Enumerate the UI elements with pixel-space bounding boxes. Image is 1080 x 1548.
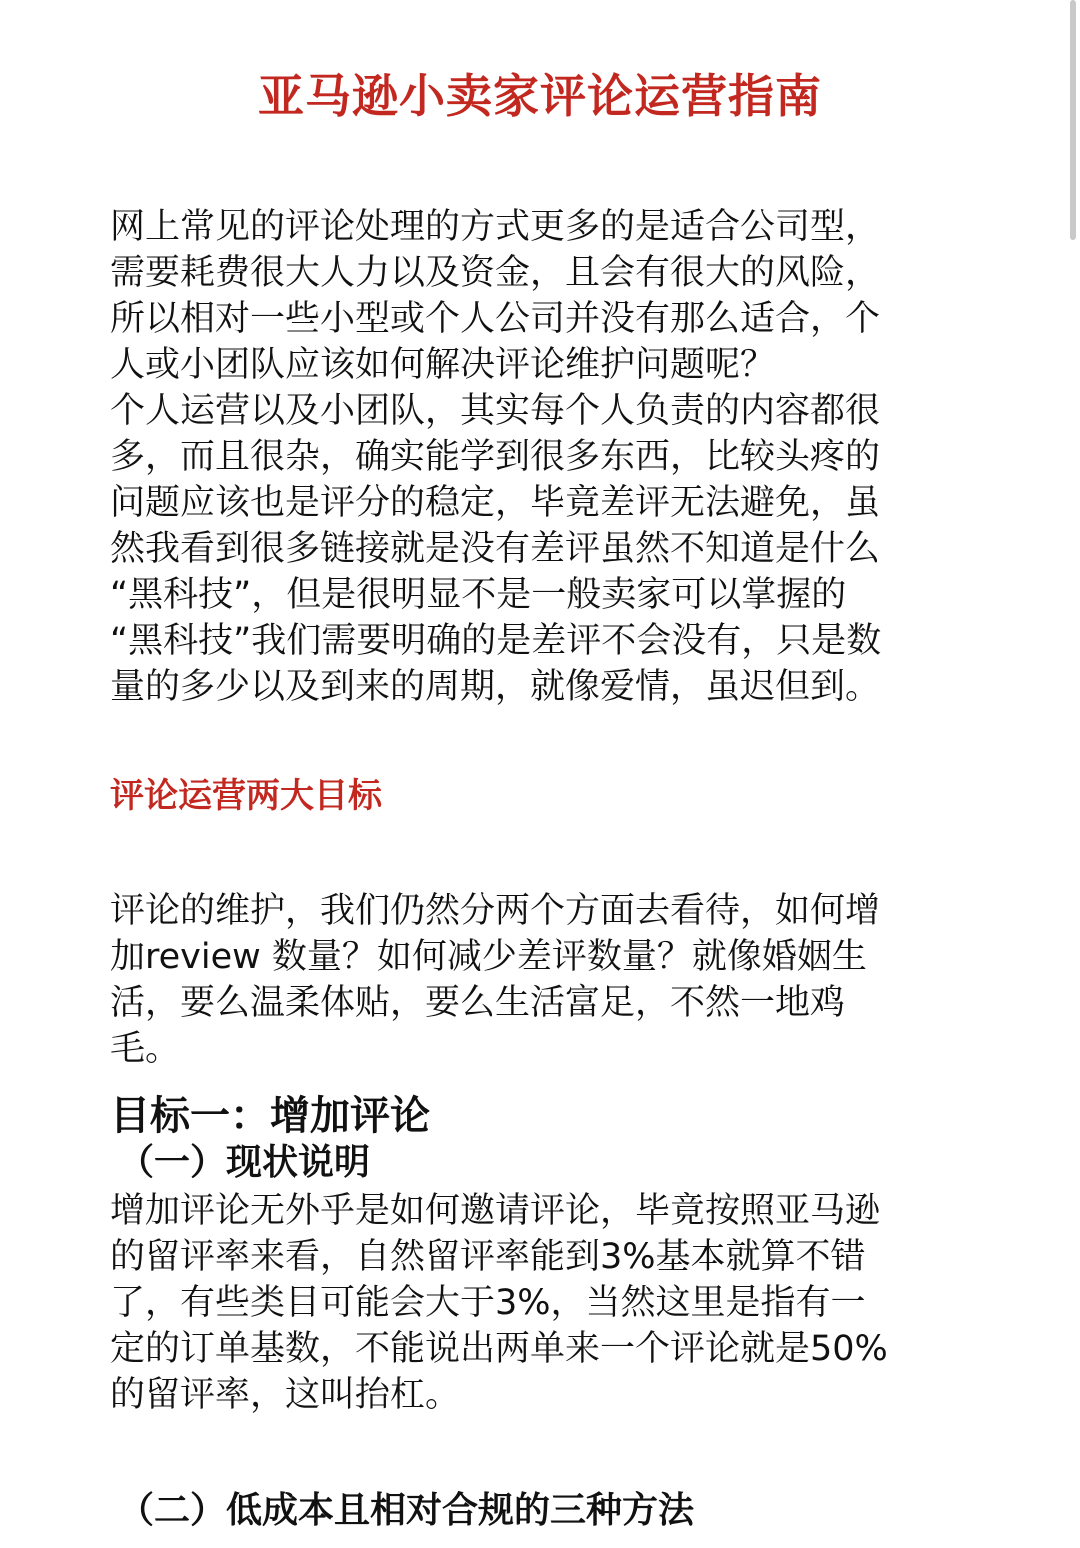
- subsection-one-line: 的留评率，这叫抬杠。: [110, 1375, 461, 1415]
- subsection-one-paragraph: [110, 1188, 960, 1418]
- subsection-one-line: 增加评论无外乎是如何邀请评论，毕竟按照亚马逊: [110, 1191, 881, 1231]
- subsection-two-heading: （二）低成本且相对合规的三种方法: [118, 1490, 695, 1531]
- subsection-one-heading: （一）现状说明: [118, 1142, 371, 1183]
- subsection-one-line: 定的订单基数，不能说出两单来一个评论就是50%: [110, 1329, 888, 1369]
- article-title: 亚马逊小卖家评论运营指南: [258, 69, 822, 123]
- intro-line: 问题应该也是评分的稳定，毕竟差评无法避免，虽: [110, 483, 881, 523]
- goals-intro-paragraph: [110, 888, 960, 1072]
- intro-paragraph: [110, 204, 960, 710]
- intro-line: 然我看到很多链接就是没有差评虽然不知道是什么: [110, 529, 881, 569]
- intro-line: 多，而且很杂，确实能学到很多东西，比较头疼的: [110, 437, 881, 477]
- intro-line: 所以相对一些小型或个人公司并没有那么适合，个: [110, 299, 881, 339]
- goals-intro-line: 评论的维护，我们仍然分两个方面去看待，如何增: [110, 891, 881, 931]
- section-heading: 评论运营两大目标: [110, 776, 382, 816]
- intro-line: “黑科技”，但是很明显不是一般卖家可以掌握的: [110, 575, 847, 615]
- goals-intro-line: 活，要么温柔体贴，要么生活富足，不然一地鸡: [110, 983, 846, 1023]
- intro-line: 需要耗费很大人力以及资金，且会有很大的风险，: [110, 253, 881, 293]
- intro-line: 量的多少以及到来的周期，就像爱情，虽迟但到。: [110, 667, 881, 707]
- subsection-one-line: 了，有些类目可能会大于3%，当然这里是指有一: [110, 1283, 866, 1323]
- goals-intro-line: 毛。: [110, 1029, 181, 1069]
- goal-one-heading: 目标一：增加评论: [110, 1093, 430, 1139]
- intro-line: “黑科技”我们需要明确的是差评不会没有，只是数: [110, 621, 882, 661]
- goals-intro-line: 加review 数量？如何减少差评数量？就像婚姻生: [110, 937, 867, 977]
- intro-line: 个人运营以及小团队，其实每个人负责的内容都很: [110, 391, 881, 431]
- intro-line: 人或小团队应该如何解决评论维护问题呢？: [110, 345, 776, 385]
- intro-line: 网上常见的评论处理的方式更多的是适合公司型，: [110, 207, 881, 247]
- subsection-one-line: 的留评率来看，自然留评率能到3%基本就算不错: [110, 1237, 866, 1277]
